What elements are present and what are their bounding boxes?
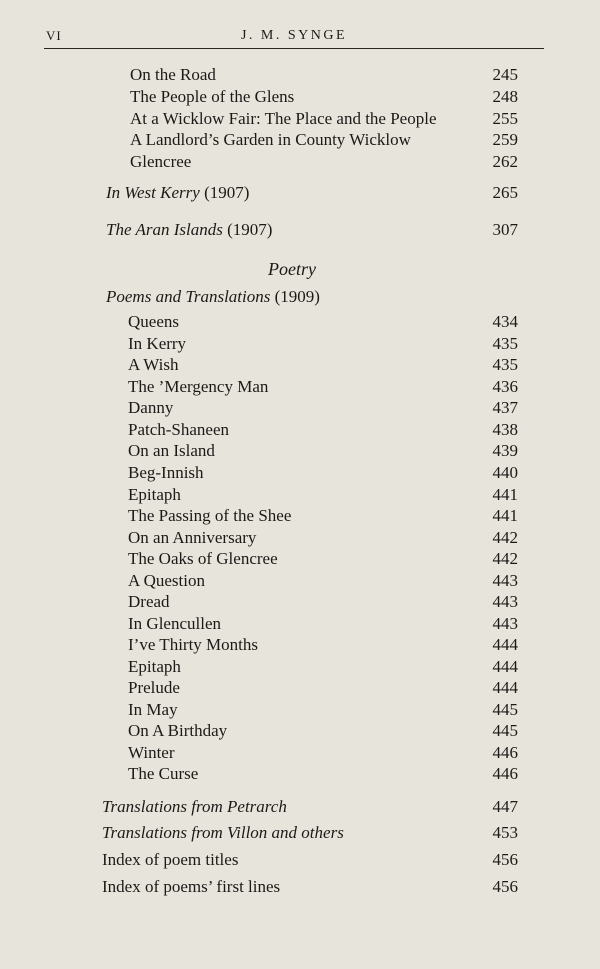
toc-entry [0,548,600,570]
section-title: The Aran Islands [106,220,223,239]
entry-title: I’ve Thirty Months [128,635,259,654]
entry-title: The ’Mergency Man [128,377,269,396]
entry-page: 443 [492,614,518,633]
entry-title: At a Wicklow Fair: The Place and the People [130,109,437,128]
entry-page: 444 [492,678,518,697]
section-page: 456 [492,850,518,869]
entry-page: 442 [492,528,518,547]
collection-year: (1909) [274,287,320,306]
entry-title: Danny [128,398,174,417]
toc-entry [0,86,600,108]
entry-title: The Oaks of Glencree [128,549,278,568]
entry-page: 435 [492,355,518,374]
entry-title: In Glencullen [128,614,221,633]
entry-page: 445 [492,700,518,719]
section-title: Translations from Villon and others [102,823,344,842]
collection-title: Poems and Translations [106,287,271,306]
section-year: (1907) [227,220,273,239]
section-title: Index of poem titles [102,850,239,869]
toc-entry [0,677,600,699]
entry-title: Beg-Innish [128,463,204,482]
entry-title: On the Road [130,65,216,84]
toc-entry [0,64,600,86]
section-title: Translations from Petrarch [102,797,287,816]
toc-section [0,182,600,204]
toc-entry [0,699,600,721]
entry-page: 435 [492,334,518,353]
running-head [44,26,544,49]
toc-entry [0,440,600,462]
entry-page: 441 [492,506,518,525]
toc-entry [0,376,600,398]
entry-page: 446 [492,743,518,762]
toc-section [0,286,600,308]
entry-title: In May [128,700,178,719]
toc-entry [0,634,600,656]
toc-entry [0,763,600,785]
entry-title: Queens [128,312,179,331]
entry-title: Epitaph [128,657,181,676]
entry-page: 255 [492,109,518,128]
toc-entry [0,419,600,441]
entry-page: 443 [492,592,518,611]
entry-title: On an Island [128,441,215,460]
toc-entry [0,108,600,130]
toc-section [0,849,600,871]
entry-page: 440 [492,463,518,482]
entry-title: On an Anniversary [128,528,257,547]
toc-section [0,822,600,844]
entry-title: Epitaph [128,485,181,504]
entry-page: 443 [492,571,518,590]
toc-entry [0,462,600,484]
section-title: In West Kerry [106,183,200,202]
entry-page: 434 [492,312,518,331]
toc-entry [0,333,600,355]
entry-title: A Question [128,571,205,590]
entry-title: Prelude [128,678,180,697]
entry-title: The Curse [128,764,199,783]
entry-page: 248 [492,87,518,106]
entry-title: A Wish [128,355,179,374]
entry-page: 262 [492,152,518,171]
toc-entry [0,484,600,506]
entry-page: 436 [492,377,518,396]
toc-entry [0,129,600,151]
section-page: 453 [492,823,518,842]
entry-page: 445 [492,721,518,740]
toc-entry [0,656,600,678]
entry-page: 444 [492,657,518,676]
section-title: Index of poems’ first lines [102,877,281,896]
section-page: 307 [492,220,518,239]
entry-title: Patch-Shaneen [128,420,230,439]
section-page: 265 [492,183,518,202]
entry-title: On A Birthday [128,721,228,740]
entry-page: 446 [492,764,518,783]
toc-entry [0,613,600,635]
entry-title: Dread [128,592,170,611]
toc-entry [0,570,600,592]
section-page: 456 [492,877,518,896]
toc-entry [0,311,600,333]
entry-page: 442 [492,549,518,568]
entry-page: 438 [492,420,518,439]
entry-title: Winter [128,743,175,762]
toc-entry [0,397,600,419]
entry-page: 441 [492,485,518,504]
entry-page: 437 [492,398,518,417]
entry-title: In Kerry [128,334,187,353]
entry-title: The Passing of the Shee [128,506,292,525]
toc-entry [0,354,600,376]
author-running-title: J. M. SYNGE [240,28,348,43]
section-page: 447 [492,797,518,816]
entry-page: 259 [492,130,518,149]
toc-entry [0,505,600,527]
entry-page: 444 [492,635,518,654]
toc-entry [0,527,600,549]
entry-title: A Landlord’s Garden in County Wicklow [130,130,411,149]
entry-title: Glencree [130,152,192,171]
entry-page: 245 [492,65,518,84]
entry-page: 439 [492,441,518,460]
toc-entry [0,591,600,613]
entry-title: The People of the Glens [130,87,295,106]
page-number: VI [46,28,62,43]
part-heading-text: Poetry [268,259,316,279]
section-year: (1907) [204,183,250,202]
toc-section [0,876,600,898]
toc-entry [0,742,600,764]
toc-section [0,796,600,818]
toc-entry [0,151,600,173]
toc-entry [0,720,600,742]
toc-section [0,219,600,241]
